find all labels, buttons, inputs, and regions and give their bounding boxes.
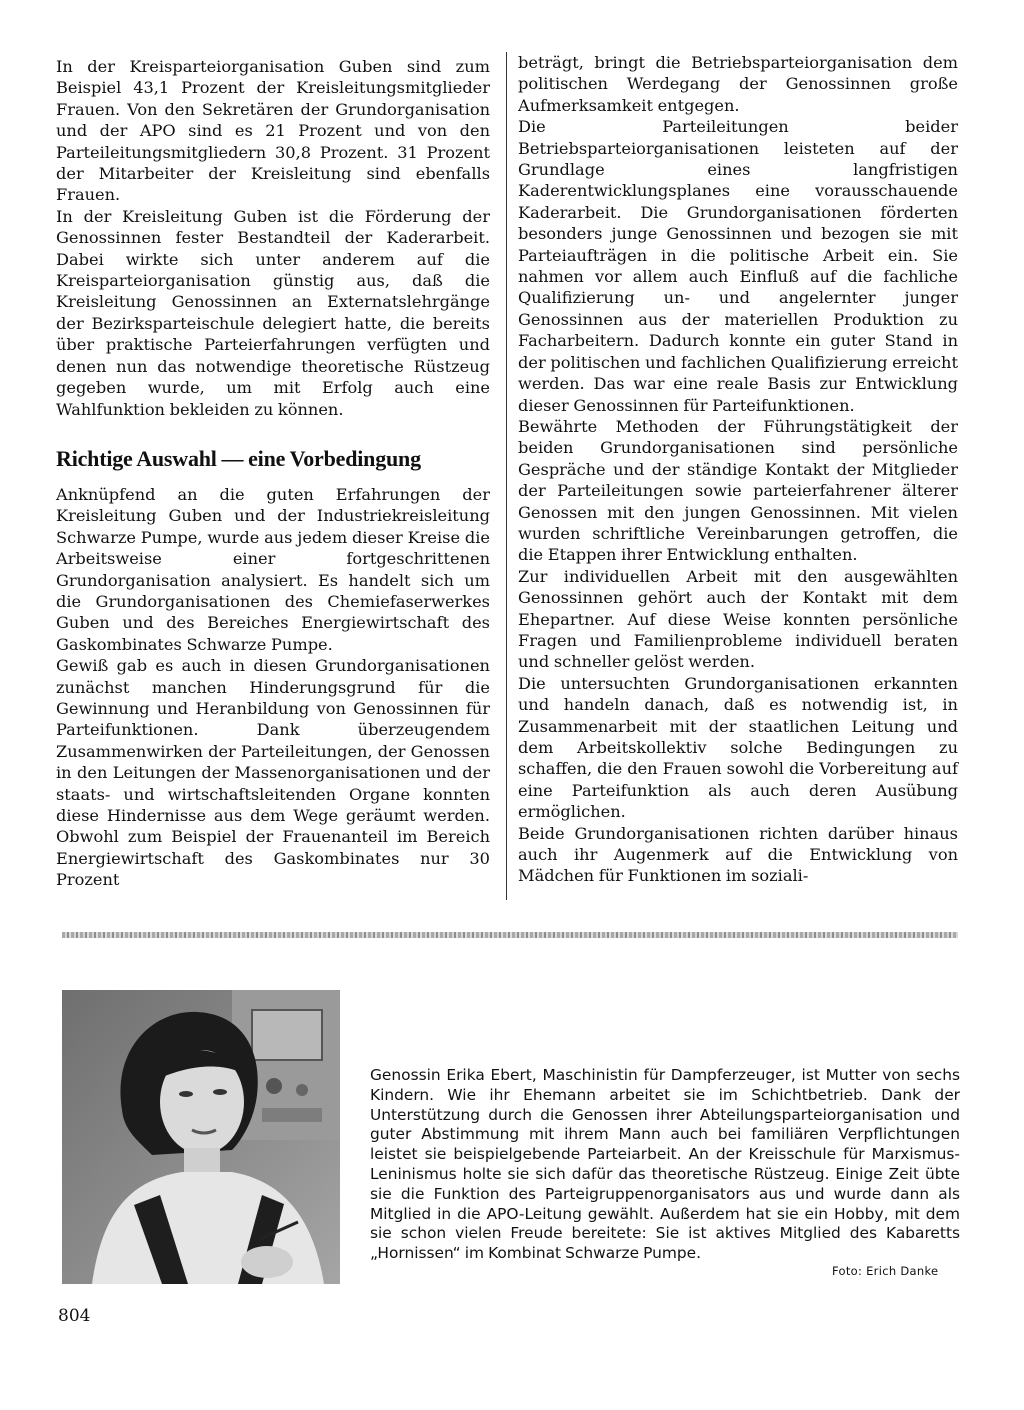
photo-credit: Foto: Erich Danke [832,1264,939,1278]
paragraph: In der Kreisleitung Guben ist die Förderung der Genossinnen fester Bestandteil der Kaderarbeit. Dabei wirkte sich unter anderem auf die Kreisparteiorganisation günstig aus, daß die Kreisleitung Genossinnen an Externatslehrgänge der Bezirksparteischule delegiert hatte, die bereits über praktische Parteierfahrungen verfügten und denen nun das notwendige theoretische Rüstzeug gegeben wurde, um mit Erfolg auch eine Wahlfunktion bekleiden zu können. [56,206,490,419]
paragraph: Gewiß gab es auch in diesen Grundorganisationen zunächst manchen Hinderungsgrund für die Gewinnung und Heranbildung von Genossinnen für Parteifunktionen. Dank überzeugendem Zusammenwirken der Parteileitungen, der Genossen in den Leitungen der Massenorganisationen und der staats- und wirtschaftsleitenden Organe konnten diese Hindernisse aus dem Wege geräumt werden. Obwohl zum Beispiel der Frauenanteil im Bereich Energiewirtschaft des Gaskombinates nur 30 Prozent [56,656,490,890]
column-divider [506,52,507,900]
paragraph: beträgt, bringt die Betriebsparteiorganisation dem politischen Werdegang der Genossinnen große Aufmerksamkeit entgegen. [518,53,958,115]
paragraph: Zur individuellen Arbeit mit den ausgewählten Genossinnen gehört auch der Kontakt mit dem Ehepartner. Auf diese Weise konnten persönliche Fragen und Familienprobleme individuell beraten und schneller gelöst werden. [518,566,958,672]
photo-caption: Genossin Erika Ebert, Maschinistin für Dampferzeuger, ist Mutter von sechs Kindern. Wie ihr Ehemann arbeitet sie im Schichtbetrieb. Dank der Unterstützung durch die Genossen ihrer Abteilungsparteiorganisation und guter Abstimmung mit ihrem Mann auch bei familiären Verpflichtungen leistet sie beispielgebende Parteiarbeit. An der Kreisschule für Marxismus-Leninismus holte sie sich dafür das theoretische Rüstzeug. Einige Zeit übte sie die Funktion des Parteigruppenorganisators aus und wurde dann als Mitglied in die APO-Leitung gewählt. Außerdem hat sie ein Hobby, mit dem sie schon vielen Freude bereitete: Sie ist aktives Mitglied des Kabaretts „Hornissen“ im Kombinat Schwarze Pumpe. [370,1066,960,1263]
paragraph: Die untersuchten Grundorganisationen erkannten und handeln danach, daß es notwendig ist, in Zusammenarbeit mit der staatlichen Leitung und dem Arbeitskollektiv solche Bedingungen zu schaffen, die den Frauen sowohl die Vorbereitung auf eine Parteifunktion als auch deren Ausübung ermöglichen. [518,673,958,822]
page-number: 804 [58,1306,91,1326]
portrait-photo-image [62,990,340,1284]
paragraph: Beide Grundorganisationen richten darüber hinaus auch ihr Augenmerk auf die Entwicklung von Mädchen für Funktionen im soziali- [518,823,958,886]
paragraph: In der Kreisparteiorganisation Guben sind zum Beispiel 43,1 Prozent der Kreisleitungsmitglieder Frauen. Von den Sekretären der Grundorganisation und der APO sind es 21 Prozent und von den Parteileitungsmitgliedern 30,8 Prozent. 31 Prozent der Mitarbeiter der Kreisleitung sind ebenfalls Frauen. [56,57,490,205]
paragraph: Die Parteileitungen beider Betriebsparteiorganisationen leisteten auf der Grundlage eines langfristigen Kaderentwicklungsplanes eine vorausschauende Kaderarbeit. Die Grundorganisationen förderten besonders junge Genossinnen und bezogen sie mit Parteiaufträgen in die politische Arbeit ein. Sie nahmen vor allem auch Einfluß auf die fachliche Qualifizierung un- und angelernter junger Genossinnen aus der materiellen Produktion zu Facharbeitern. Dadurch konnte ein guter Stand in der politischen und fachlichen Qualifizierung erreicht werden. Das war eine reale Basis zur Entwicklung dieser Genossinnen für Parteifunktionen. [518,117,958,415]
section-divider [62,932,958,938]
left-column [56,56,490,891]
portrait-photo [62,990,340,1284]
section-heading: Richtige Auswahl — eine Vorbedingung [56,445,421,471]
right-column [518,52,958,887]
paragraph: Anknüpfend an die guten Erfahrungen der Kreisleitung Guben und der Industriekreisleitung Schwarze Pumpe, wurde aus jedem dieser Kreise die Arbeitsweise einer fortgeschrittenen Grundorganisation analysiert. Es handelt sich um die Grundorganisationen des Chemiefaserwerkes Guben und des Bereiches Energiewirtschaft des Gaskombinates Schwarze Pumpe. [56,484,490,654]
paragraph: Bewährte Methoden der Führungstätigkeit der beiden Grundorganisationen sind persönliche Gespräche und der ständige Kontakt der Mitglieder der Parteileitungen sowie parteierfahrener älterer Genossen mit den jungen Genossinnen. Mit vielen wurden schriftliche Vereinbarungen getroffen, die die Etappen ihrer Entwicklung enthalten. [518,416,958,565]
